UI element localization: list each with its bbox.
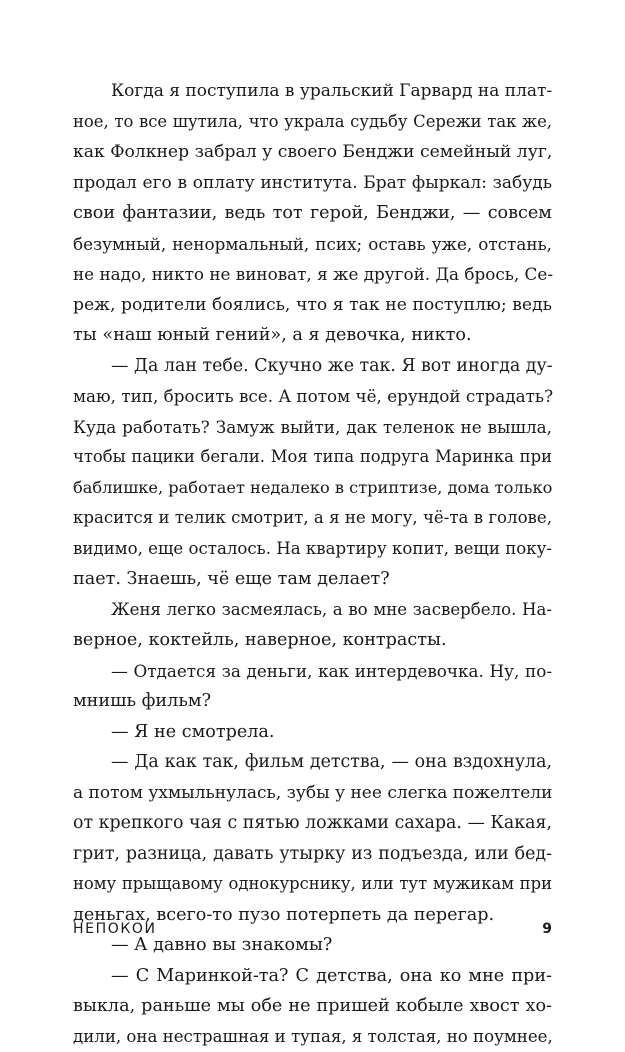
text-line: не надо, никто не виноват, я же другой. Да брось, Се- xyxy=(73,259,552,290)
text-line: верное, коктейль, наверное, контрасты. xyxy=(73,625,552,656)
text-line: Когда я поступила в уральский Гарвард на плат- xyxy=(73,76,552,107)
text-line: — Да лан тебе. Скучно же так. Я вот иногда ду- xyxy=(73,351,552,382)
text-line: мнишь фильм? xyxy=(73,686,552,717)
page-number: 9 xyxy=(542,917,552,941)
text-line: — Отдается за деньги, как интердевочка. Ну, по- xyxy=(73,656,552,687)
text-line: — Да как так, фильм детства, — она вздохнула, xyxy=(73,747,552,778)
text-line: чтобы пацики бегали. Моя типа подруга Маринка при xyxy=(73,442,552,473)
body-text xyxy=(73,76,552,1052)
text-line: пает. Знаешь, чё еще там делает? xyxy=(73,564,552,595)
text-line: ты «наш юный гений», а я девочка, никто. xyxy=(73,320,552,351)
text-line: выкла, раньше мы обе не пришей кобыле хвост хо- xyxy=(73,991,552,1022)
text-line: деньгах, всего-то пузо потерпеть да перегар. xyxy=(73,900,552,931)
text-line: — Я не смотрела. xyxy=(73,717,552,748)
text-line: — С Маринкой-та? С детства, она ко мне при- xyxy=(73,961,552,992)
text-line: от крепкого чая с пятью ложками сахара. — Какая, xyxy=(73,808,552,839)
text-line: свои фантазии, ведь тот герой, Бенджи, — совсем xyxy=(73,198,552,229)
text-line: Женя легко засмеялась, а во мне засвербело. На- xyxy=(73,595,552,626)
running-title: НЕПОКОИ xyxy=(73,917,157,941)
text-line: продал его в оплату института. Брат фыркал: забудь xyxy=(73,168,552,199)
page-footer xyxy=(73,917,552,941)
text-line: — А давно вы знакомы? xyxy=(73,930,552,961)
text-line: а потом ухмыльнулась, зубы у нее слегка пожелтели xyxy=(73,778,552,809)
text-line: красится и телик смотрит, а я не могу, чё-та в голове, xyxy=(73,503,552,534)
text-line: ному прыщавому однокурснику, или тут мужикам при xyxy=(73,869,552,900)
text-line: реж, родители боялись, что я так не поступлю; ведь xyxy=(73,290,552,321)
text-line: как Фолкнер забрал у своего Бенджи семейный луг, xyxy=(73,137,552,168)
text-line: видимо, еще осталось. На квартиру копит, вещи поку- xyxy=(73,534,552,565)
text-line: Куда работать? Замуж выйти, дак теленок не вышла, xyxy=(73,412,552,443)
text-line: маю, тип, бросить все. А потом чё, ерундой страдать? xyxy=(73,381,552,412)
text-line: ное, то все шутила, что украла судьбу Сережи так же, xyxy=(73,107,552,138)
text-line: безумный, ненормальный, псих; оставь уже, отстань, xyxy=(73,229,552,260)
text-line: грит, разница, давать утырку из подъезда, или бед- xyxy=(73,839,552,870)
text-line: баблишке, работает недалеко в стриптизе, дома только xyxy=(73,473,552,504)
text-line: дили, она нестрашная и тупая, я толстая, но поумнее, xyxy=(73,1022,552,1052)
